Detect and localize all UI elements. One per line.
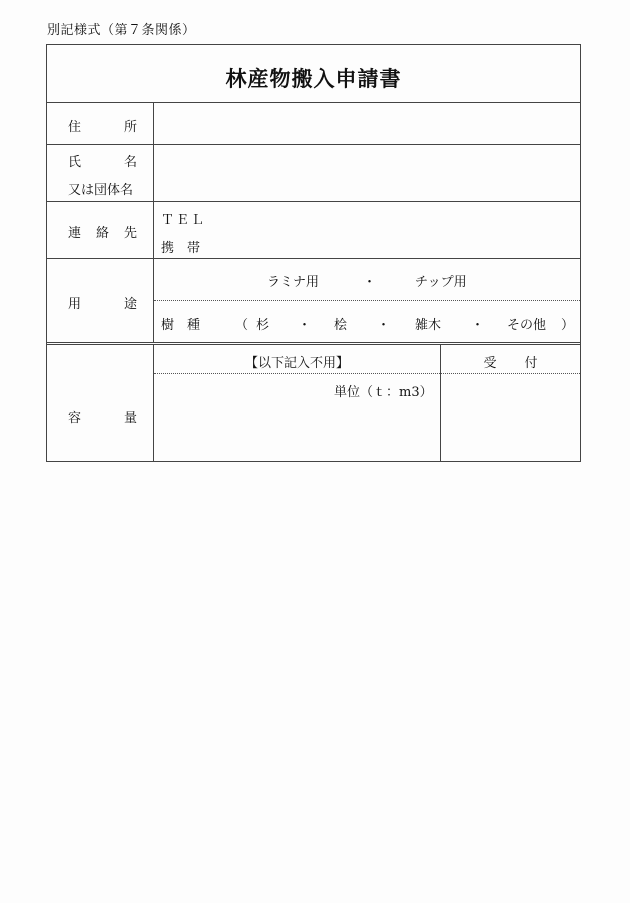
address-label xyxy=(47,103,154,144)
reception-label-b: 付 xyxy=(524,356,538,371)
species-option-hinoki[interactable]: 桧 xyxy=(334,318,348,333)
contact-field[interactable] xyxy=(227,202,580,258)
contact-label-a: 連 xyxy=(68,226,82,241)
species-separator-2: ・ xyxy=(377,318,391,333)
volume-label-b: 量 xyxy=(123,411,137,426)
usage-row xyxy=(47,259,580,343)
no-entry-note: 【以下記入不用】 xyxy=(244,356,349,371)
form-style-note: 別記様式（第７条関係） xyxy=(47,23,196,38)
species-label: 樹 種 xyxy=(161,318,201,333)
volume-label xyxy=(47,345,154,461)
usage-option-chip[interactable]: チップ用 xyxy=(415,275,467,290)
contact-label-c: 先 xyxy=(123,226,137,241)
species-option-other[interactable]: その他 xyxy=(507,318,547,333)
usage-label xyxy=(47,259,154,343)
address-label-b: 所 xyxy=(123,120,137,135)
usage-option-lamina[interactable]: ラミナ用 xyxy=(267,275,320,290)
address-label-a: 住 xyxy=(68,120,82,135)
species-paren-open: （ xyxy=(235,318,249,333)
tel-label: ＴＥＬ xyxy=(161,213,207,228)
usage-separator: ・ xyxy=(363,275,377,290)
species-paren-close: ） xyxy=(561,318,575,333)
reception-label-a: 受 xyxy=(483,356,497,371)
reception-field[interactable] xyxy=(441,375,580,461)
contact-label xyxy=(47,202,154,258)
usage-divider xyxy=(154,300,580,301)
contact-row xyxy=(47,202,580,259)
species-option-zoki[interactable]: 雑木 xyxy=(415,318,442,333)
reception-label xyxy=(441,352,580,371)
name-field[interactable] xyxy=(154,145,580,201)
title-row xyxy=(47,45,580,103)
name-row xyxy=(47,145,580,202)
form-title: 林産物搬入申請書 xyxy=(225,66,402,91)
application-form xyxy=(46,44,581,462)
volume-label-a: 容 xyxy=(68,411,82,426)
species-option-sugi[interactable]: 杉 xyxy=(256,318,270,333)
name-label-sub: 又は団体名 xyxy=(68,183,134,198)
address-row xyxy=(47,103,580,145)
contact-label-b: 絡 xyxy=(95,226,109,241)
volume-row xyxy=(47,345,580,461)
volume-header-divider xyxy=(154,373,580,374)
unit-label: 単位（ｔ：m3） xyxy=(334,385,433,400)
name-label xyxy=(47,145,154,201)
address-field[interactable] xyxy=(154,103,580,144)
name-label-b: 名 xyxy=(123,155,137,170)
species-separator-3: ・ xyxy=(471,318,485,333)
mobile-label: 携 帯 xyxy=(161,241,201,256)
usage-label-a: 用 xyxy=(68,297,82,312)
volume-field[interactable] xyxy=(155,375,439,461)
species-separator-1: ・ xyxy=(298,318,312,333)
usage-label-b: 途 xyxy=(123,297,137,312)
name-label-a: 氏 xyxy=(68,155,82,170)
